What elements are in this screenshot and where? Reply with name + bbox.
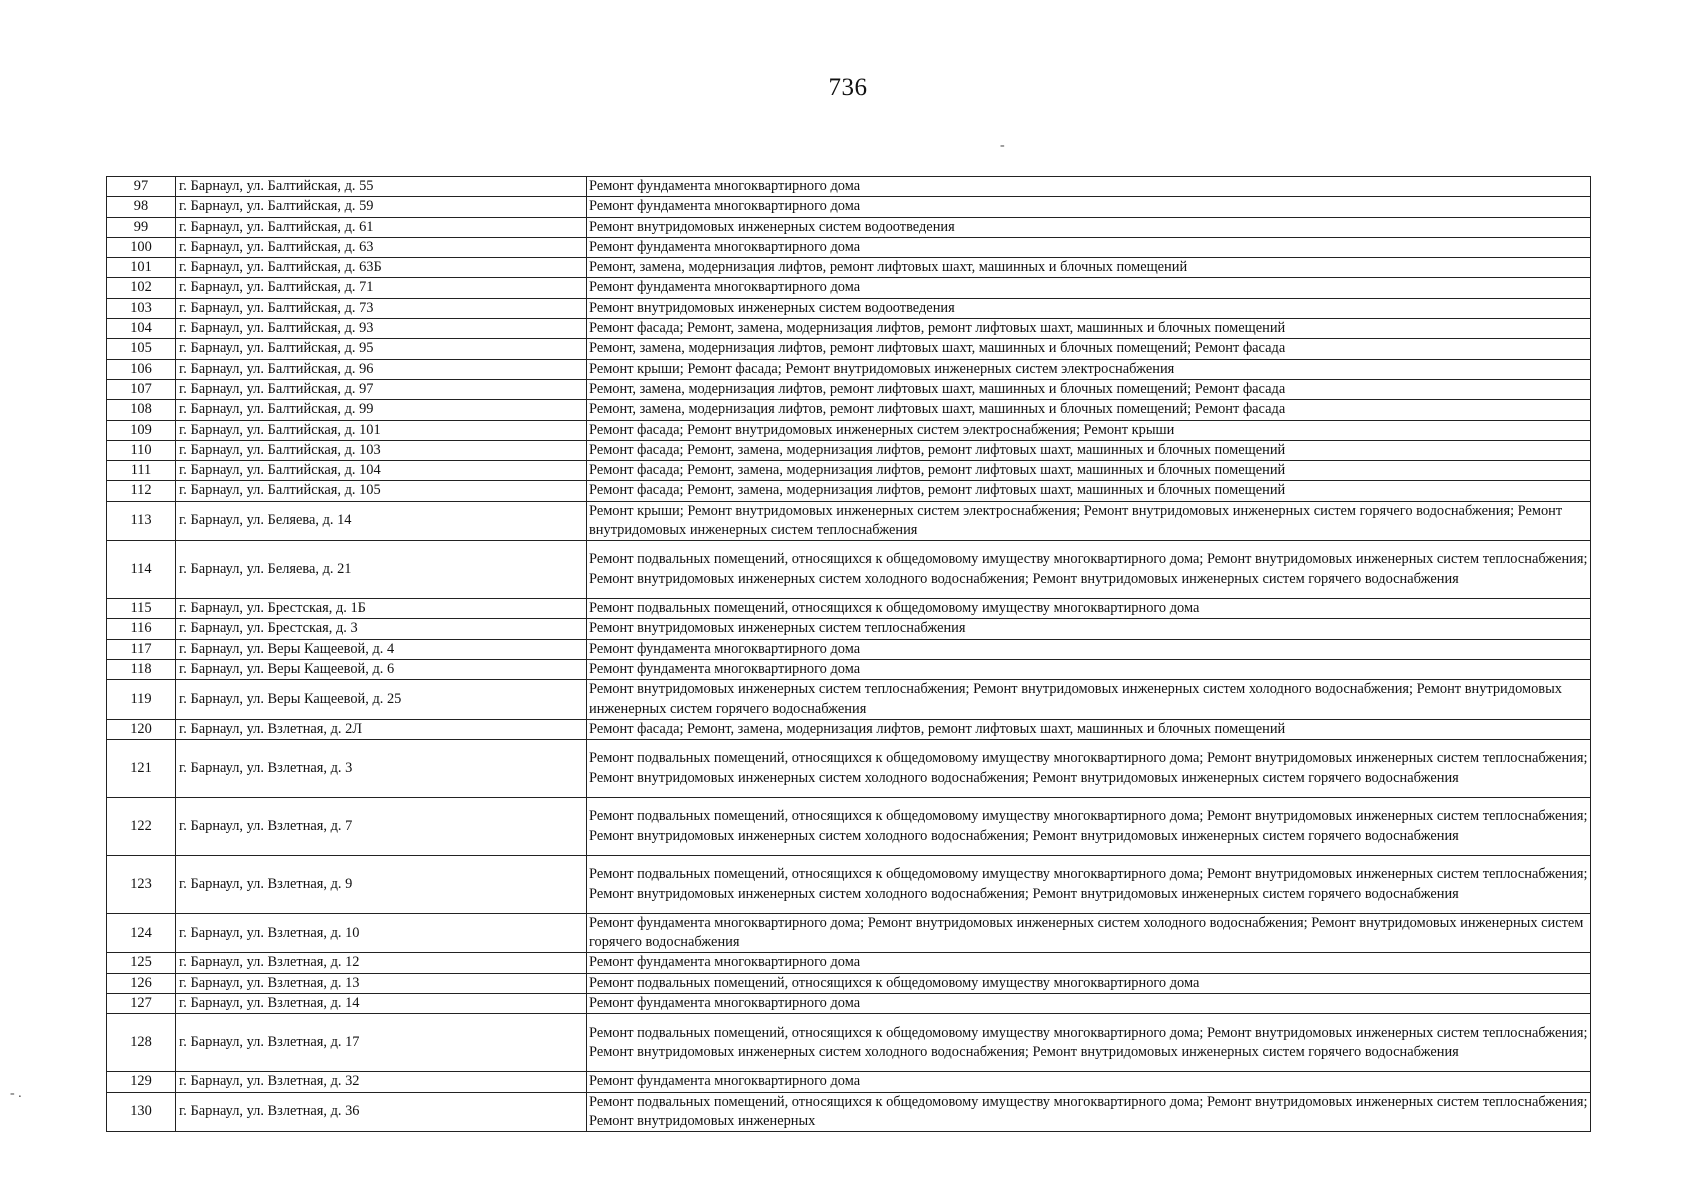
row-number: 99 (107, 217, 176, 237)
table-row (107, 639, 1591, 659)
row-work: Ремонт подвальных помещений, относящихся к общедомовому имуществу многоквартирного дома; Ремонт внутридомовых инженерных систем теплоснабжения; Ремонт внутридомовых инженерных систем холодного водоснабжения; Ремонт внутридомовых инженерных систем горячего водоснабжения (587, 856, 1591, 914)
table-row (107, 359, 1591, 379)
row-address: г. Барнаул, ул. Балтийская, д. 105 (176, 481, 587, 501)
row-number: 106 (107, 359, 176, 379)
row-number: 104 (107, 319, 176, 339)
table-row (107, 953, 1591, 973)
row-work: Ремонт внутридомовых инженерных систем водоотведения (587, 217, 1591, 237)
table-row (107, 680, 1591, 719)
row-number: 114 (107, 541, 176, 599)
row-address: г. Барнаул, ул. Взлетная, д. 10 (176, 914, 587, 953)
row-number: 107 (107, 379, 176, 399)
table-row (107, 973, 1591, 993)
row-work: Ремонт, замена, модернизация лифтов, ремонт лифтовых шахт, машинных и блочных помещений; Ремонт фасада (587, 379, 1591, 399)
row-work: Ремонт фасада; Ремонт, замена, модернизация лифтов, ремонт лифтовых шахт, машинных и блочных помещений (587, 461, 1591, 481)
row-address: г. Барнаул, ул. Балтийская, д. 99 (176, 400, 587, 420)
table-row (107, 994, 1591, 1014)
table-row (107, 1072, 1591, 1092)
table-row (107, 278, 1591, 298)
row-number: 116 (107, 619, 176, 639)
row-address: г. Барнаул, ул. Балтийская, д. 63 (176, 237, 587, 257)
table-row (107, 914, 1591, 953)
row-number: 130 (107, 1092, 176, 1131)
row-work: Ремонт фундамента многоквартирного дома (587, 177, 1591, 197)
table-row (107, 420, 1591, 440)
row-number: 102 (107, 278, 176, 298)
table-row (107, 319, 1591, 339)
row-address: г. Барнаул, ул. Балтийская, д. 101 (176, 420, 587, 440)
row-address: г. Барнаул, ул. Балтийская, д. 61 (176, 217, 587, 237)
row-number: 112 (107, 481, 176, 501)
table-row (107, 541, 1591, 599)
table-row (107, 298, 1591, 318)
row-address: г. Барнаул, ул. Взлетная, д. 2Л (176, 719, 587, 739)
row-address: г. Барнаул, ул. Брестская, д. 1Б (176, 599, 587, 619)
row-address: г. Барнаул, ул. Взлетная, д. 36 (176, 1092, 587, 1131)
row-address: г. Барнаул, ул. Веры Кащеевой, д. 6 (176, 660, 587, 680)
row-work: Ремонт внутридомовых инженерных систем водоотведения (587, 298, 1591, 318)
row-work: Ремонт внутридомовых инженерных систем теплоснабжения (587, 619, 1591, 639)
row-work: Ремонт фасада; Ремонт, замена, модернизация лифтов, ремонт лифтовых шахт, машинных и блочных помещений (587, 719, 1591, 739)
table-row (107, 197, 1591, 217)
row-work: Ремонт фундамента многоквартирного дома (587, 660, 1591, 680)
row-work: Ремонт фундамента многоквартирного дома (587, 994, 1591, 1014)
table-row (107, 719, 1591, 739)
row-number: 101 (107, 258, 176, 278)
table-row (107, 599, 1591, 619)
row-address: г. Барнаул, ул. Балтийская, д. 96 (176, 359, 587, 379)
row-number: 118 (107, 660, 176, 680)
row-work: Ремонт фундамента многоквартирного дома (587, 953, 1591, 973)
row-number: 105 (107, 339, 176, 359)
table-row (107, 440, 1591, 460)
row-address: г. Барнаул, ул. Балтийская, д. 55 (176, 177, 587, 197)
row-work: Ремонт фундамента многоквартирного дома (587, 237, 1591, 257)
row-work: Ремонт фасада; Ремонт, замена, модернизация лифтов, ремонт лифтовых шахт, машинных и блочных помещений (587, 481, 1591, 501)
row-work: Ремонт подвальных помещений, относящихся к общедомовому имуществу многоквартирного дома; Ремонт внутридомовых инженерных систем теплоснабжения; Ремонт внутридомовых инженерных систем холодного водоснабжения; Ремонт внутридомовых инженерных систем горячего водоснабжения (587, 740, 1591, 798)
row-address: г. Барнаул, ул. Брестская, д. 3 (176, 619, 587, 639)
row-work: Ремонт внутридомовых инженерных систем теплоснабжения; Ремонт внутридомовых инженерных систем холодного водоснабжения; Ремонт внутридомовых инженерных систем горячего водоснабжения (587, 680, 1591, 719)
row-number: 97 (107, 177, 176, 197)
row-address: г. Барнаул, ул. Взлетная, д. 32 (176, 1072, 587, 1092)
row-work: Ремонт фундамента многоквартирного дома (587, 197, 1591, 217)
row-number: 128 (107, 1014, 176, 1072)
table-row (107, 501, 1591, 540)
row-number: 129 (107, 1072, 176, 1092)
table-row (107, 856, 1591, 914)
row-address: г. Барнаул, ул. Балтийская, д. 59 (176, 197, 587, 217)
table-row (107, 237, 1591, 257)
row-number: 110 (107, 440, 176, 460)
row-work: Ремонт фундамента многоквартирного дома (587, 278, 1591, 298)
row-work: Ремонт подвальных помещений, относящихся к общедомовому имуществу многоквартирного дома (587, 973, 1591, 993)
scan-speck: - . (10, 1086, 22, 1101)
row-number: 119 (107, 680, 176, 719)
table-body (107, 177, 1591, 1132)
row-number: 111 (107, 461, 176, 481)
row-number: 103 (107, 298, 176, 318)
row-address: г. Барнаул, ул. Балтийская, д. 71 (176, 278, 587, 298)
row-address: г. Барнаул, ул. Взлетная, д. 17 (176, 1014, 587, 1072)
row-address: г. Барнаул, ул. Веры Кащеевой, д. 4 (176, 639, 587, 659)
row-work: Ремонт, замена, модернизация лифтов, ремонт лифтовых шахт, машинных и блочных помещений; Ремонт фасада (587, 400, 1591, 420)
row-work: Ремонт подвальных помещений, относящихся к общедомовому имуществу многоквартирного дома; Ремонт внутридомовых инженерных систем теплоснабжения; Ремонт внутридомовых инженерных (587, 1092, 1591, 1131)
row-number: 108 (107, 400, 176, 420)
table-row (107, 740, 1591, 798)
row-work: Ремонт фасада; Ремонт, замена, модернизация лифтов, ремонт лифтовых шахт, машинных и блочных помещений (587, 440, 1591, 460)
row-work: Ремонт подвальных помещений, относящихся к общедомовому имуществу многоквартирного дома (587, 599, 1591, 619)
page-number: 736 (828, 74, 868, 101)
table-row (107, 1014, 1591, 1072)
table-row (107, 217, 1591, 237)
row-number: 124 (107, 914, 176, 953)
row-address: г. Барнаул, ул. Взлетная, д. 14 (176, 994, 587, 1014)
repair-works-table (106, 176, 1591, 1132)
row-address: г. Барнаул, ул. Взлетная, д. 9 (176, 856, 587, 914)
row-address: г. Барнаул, ул. Балтийская, д. 97 (176, 379, 587, 399)
row-address: г. Барнаул, ул. Балтийская, д. 93 (176, 319, 587, 339)
row-work: Ремонт фундамента многоквартирного дома (587, 639, 1591, 659)
table-row (107, 339, 1591, 359)
row-address: г. Барнаул, ул. Балтийская, д. 103 (176, 440, 587, 460)
table-row (107, 400, 1591, 420)
row-address: г. Барнаул, ул. Балтийская, д. 73 (176, 298, 587, 318)
row-number: 127 (107, 994, 176, 1014)
row-address: г. Барнаул, ул. Взлетная, д. 3 (176, 740, 587, 798)
row-number: 120 (107, 719, 176, 739)
row-address: г. Барнаул, ул. Взлетная, д. 12 (176, 953, 587, 973)
table-row (107, 481, 1591, 501)
row-work: Ремонт фасада; Ремонт внутридомовых инженерных систем электроснабжения; Ремонт крыши (587, 420, 1591, 440)
row-address: г. Барнаул, ул. Взлетная, д. 7 (176, 798, 587, 856)
row-address: г. Барнаул, ул. Беляева, д. 14 (176, 501, 587, 540)
row-number: 122 (107, 798, 176, 856)
row-work: Ремонт подвальных помещений, относящихся к общедомовому имуществу многоквартирного дома; Ремонт внутридомовых инженерных систем теплоснабжения; Ремонт внутридомовых инженерных систем холодного водоснабжения; Ремонт внутридомовых инженерных систем горячего водоснабжения (587, 798, 1591, 856)
table-row (107, 379, 1591, 399)
row-number: 121 (107, 740, 176, 798)
table-row (107, 1092, 1591, 1131)
table-row (107, 660, 1591, 680)
row-number: 125 (107, 953, 176, 973)
row-work: Ремонт подвальных помещений, относящихся к общедомовому имуществу многоквартирного дома; Ремонт внутридомовых инженерных систем теплоснабжения; Ремонт внутридомовых инженерных систем холодного водоснабжения; Ремонт внутридомовых инженерных систем горячего водоснабжения (587, 1014, 1591, 1072)
row-number: 98 (107, 197, 176, 217)
row-address: г. Барнаул, ул. Беляева, д. 21 (176, 541, 587, 599)
row-work: Ремонт, замена, модернизация лифтов, ремонт лифтовых шахт, машинных и блочных помещений; Ремонт фасада (587, 339, 1591, 359)
row-number: 109 (107, 420, 176, 440)
scan-speck: - (1000, 138, 1005, 153)
row-work: Ремонт фундамента многоквартирного дома (587, 1072, 1591, 1092)
table-row (107, 798, 1591, 856)
row-address: г. Барнаул, ул. Балтийская, д. 95 (176, 339, 587, 359)
row-address: г. Барнаул, ул. Взлетная, д. 13 (176, 973, 587, 993)
row-work: Ремонт фундамента многоквартирного дома; Ремонт внутридомовых инженерных систем холодного водоснабжения; Ремонт внутридомовых инженерных систем горячего водоснабжения (587, 914, 1591, 953)
row-address: г. Барнаул, ул. Веры Кащеевой, д. 25 (176, 680, 587, 719)
table-row (107, 461, 1591, 481)
row-number: 100 (107, 237, 176, 257)
row-number: 117 (107, 639, 176, 659)
row-number: 113 (107, 501, 176, 540)
row-number: 123 (107, 856, 176, 914)
row-work: Ремонт крыши; Ремонт внутридомовых инженерных систем электроснабжения; Ремонт внутридомовых инженерных систем горячего водоснабжения; Ремонт внутридомовых инженерных систем теплоснабжения (587, 501, 1591, 540)
row-address: г. Барнаул, ул. Балтийская, д. 104 (176, 461, 587, 481)
table-row (107, 177, 1591, 197)
table-row (107, 258, 1591, 278)
row-work: Ремонт, замена, модернизация лифтов, ремонт лифтовых шахт, машинных и блочных помещений (587, 258, 1591, 278)
row-address: г. Барнаул, ул. Балтийская, д. 63Б (176, 258, 587, 278)
row-work: Ремонт фасада; Ремонт, замена, модернизация лифтов, ремонт лифтовых шахт, машинных и блочных помещений (587, 319, 1591, 339)
table-row (107, 619, 1591, 639)
row-work: Ремонт подвальных помещений, относящихся к общедомовому имуществу многоквартирного дома; Ремонт внутридомовых инженерных систем теплоснабжения; Ремонт внутридомовых инженерных систем холодного водоснабжения; Ремонт внутридомовых инженерных систем горячего водоснабжения (587, 541, 1591, 599)
row-work: Ремонт крыши; Ремонт фасада; Ремонт внутридомовых инженерных систем электроснабжения (587, 359, 1591, 379)
row-number: 126 (107, 973, 176, 993)
row-number: 115 (107, 599, 176, 619)
